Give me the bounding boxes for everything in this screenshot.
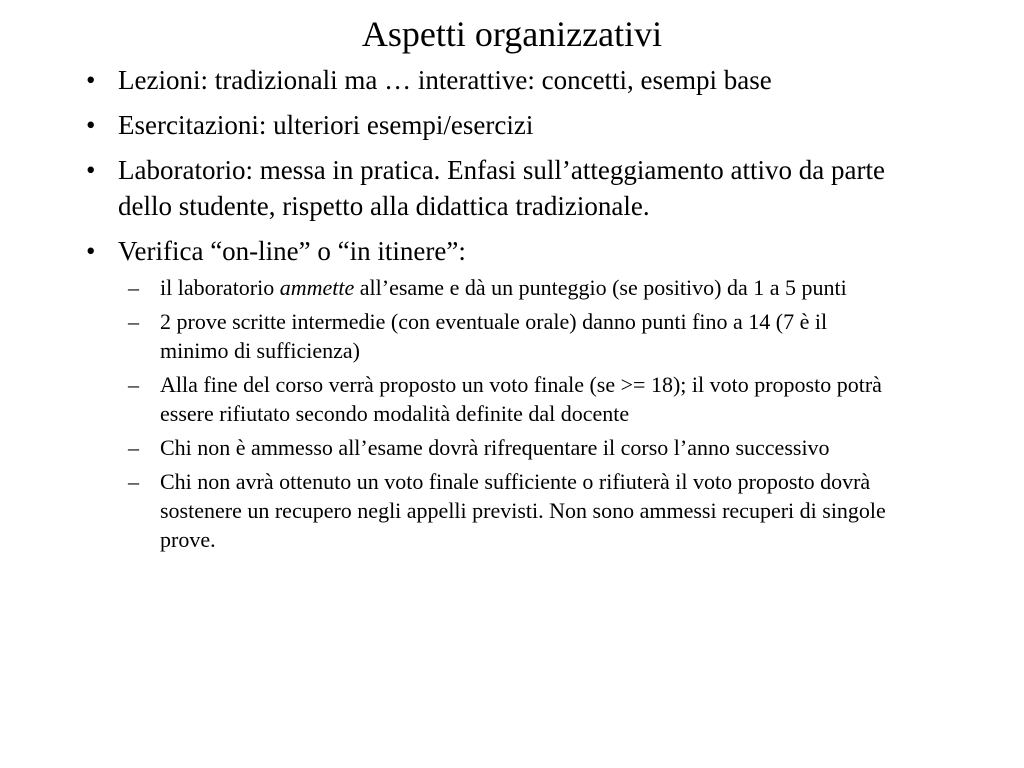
bullet-icon: • [86, 155, 96, 185]
bullet-text: Laboratorio: messa in pratica. Enfasi sull’atteggiamento attivo da parte dello studente, rispetto alla didattica tradizionale. [118, 155, 885, 221]
sub-bullet-text-pre: il laboratorio [160, 275, 280, 300]
sub-bullet-text-post: all’esame e dà un punteggio (se positivo) da 1 a 5 punti [354, 275, 847, 300]
bullet-text: Lezioni: tradizionali ma … interattive: concetti, esempi base [118, 65, 772, 95]
sub-bullet-text [160, 275, 847, 300]
dash-icon: – [128, 469, 139, 494]
bullet-item [86, 62, 896, 98]
sub-bullet-item [116, 433, 896, 462]
sub-bullet-item [116, 273, 896, 302]
bullet-text: Verifica “on-line” o “in itinere”: [118, 236, 466, 266]
dash-icon: – [128, 275, 139, 300]
sub-bullet-text: Alla fine del corso verrà proposto un voto finale (se >= 18); il voto proposto potrà essere rifiutato secondo modalità definite dal docente [160, 372, 882, 426]
dash-icon: – [128, 435, 139, 460]
sub-bullet-text: Chi non avrà ottenuto un voto finale sufficiente o rifiuterà il voto proposto dovrà sostenere un recupero negli appelli previsti. Non sono ammessi recuperi di singole prove. [160, 469, 886, 552]
sub-bullet-item [116, 370, 896, 428]
sub-bullet-text: Chi non è ammesso all’esame dovrà rifrequentare il corso l’anno successivo [160, 435, 830, 460]
bullet-icon: • [86, 65, 96, 95]
bullet-list [86, 62, 896, 563]
sub-bullet-item [116, 307, 896, 365]
bullet-item [86, 233, 896, 554]
sub-bullet-item [116, 467, 896, 554]
bullet-item [86, 107, 896, 143]
sub-bullet-text: 2 prove scritte intermedie (con eventuale orale) danno punti fino a 14 (7 è il minimo di sufficienza) [160, 309, 828, 363]
bullet-item [86, 152, 896, 224]
emphasis-text: ammette [279, 275, 355, 300]
sub-bullet-list [118, 273, 896, 554]
dash-icon: – [128, 309, 139, 334]
slide-title: Aspetti organizzativi [361, 14, 663, 54]
dash-icon: – [128, 372, 139, 397]
bullet-icon: • [86, 236, 96, 266]
bullet-icon: • [86, 110, 96, 140]
bullet-text: Esercitazioni: ulteriori esempi/esercizi [118, 110, 534, 140]
